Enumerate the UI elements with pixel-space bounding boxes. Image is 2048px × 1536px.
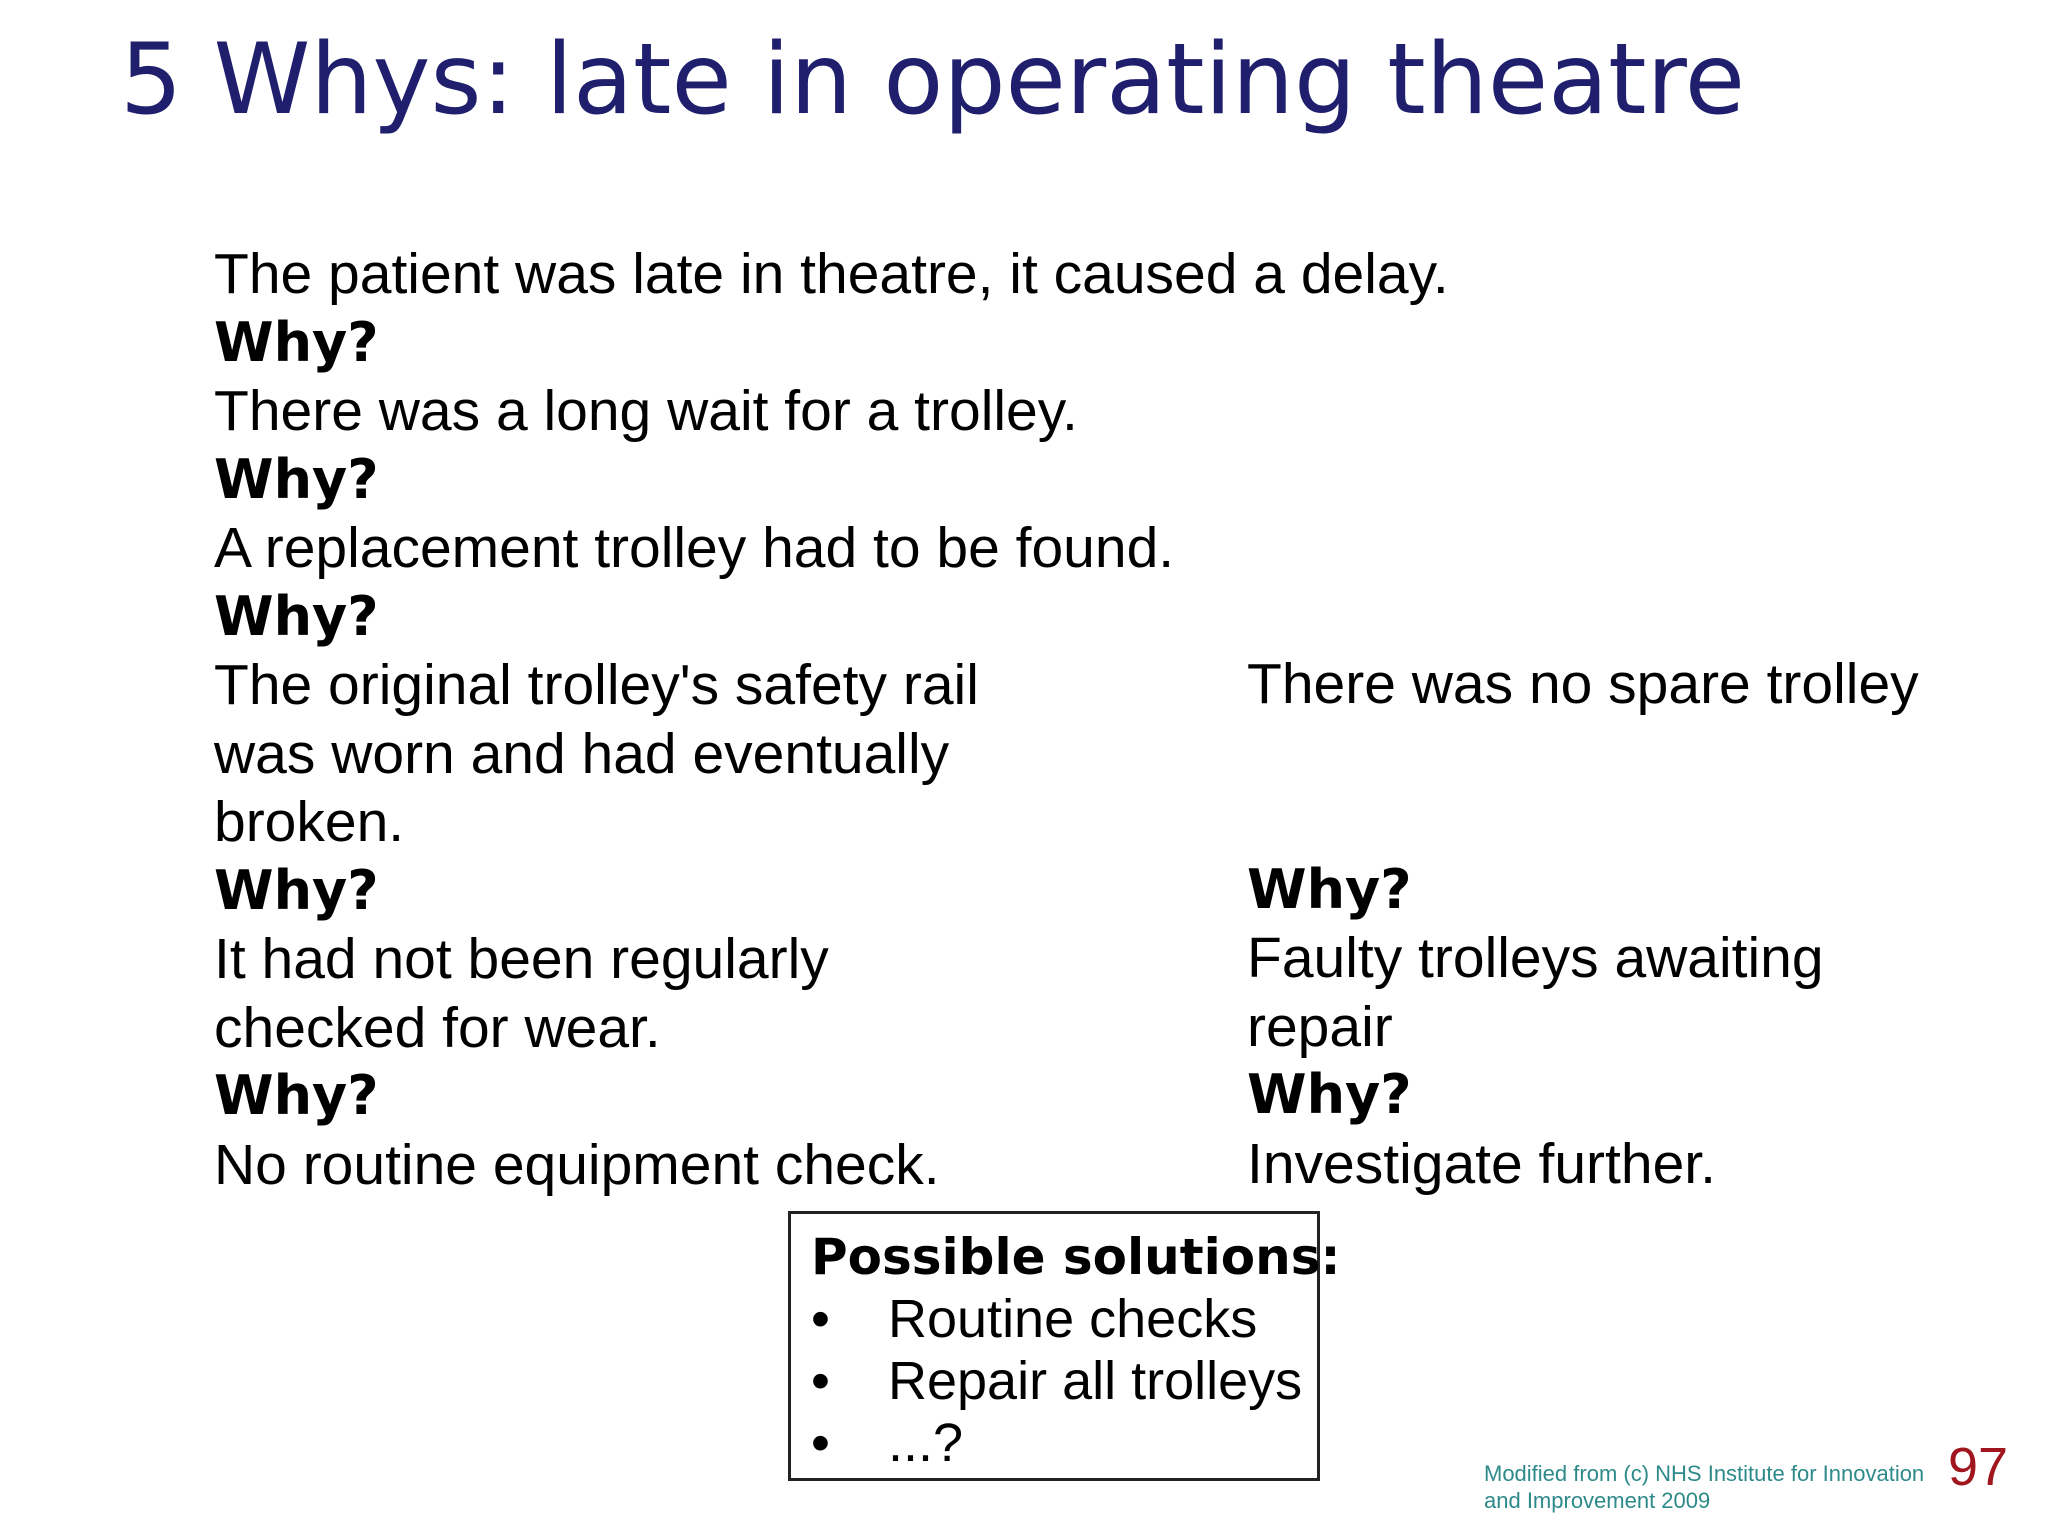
bullet-icon: • bbox=[811, 1289, 830, 1349]
footer-credit-line-2: and Improvement 2009 bbox=[1484, 1488, 1711, 1513]
bullet-icon: • bbox=[811, 1351, 830, 1411]
solution-item bbox=[811, 1350, 1317, 1412]
why-answer-line: A replacement trolley had to be found. bbox=[214, 516, 1175, 580]
why-answer-line: It had not been regularly bbox=[214, 927, 829, 991]
why-answer-line: The patient was late in theatre, it caused a delay. bbox=[214, 242, 1449, 306]
solution-item bbox=[811, 1288, 1317, 1350]
why-question: Why? bbox=[214, 858, 379, 922]
why-answer-line: The original trolley's safety rail bbox=[214, 653, 979, 717]
why-question: Why? bbox=[1247, 1063, 1412, 1126]
why-answer-line: repair bbox=[1247, 994, 1393, 1059]
why-answer-line: broken. bbox=[214, 790, 405, 854]
why-question: Why? bbox=[214, 584, 379, 648]
why-answer-line: checked for wear. bbox=[214, 995, 661, 1060]
slide-number: 97 bbox=[1948, 1437, 2009, 1497]
footer-credit-line-1: Modified from (c) NHS Institute for Innovation bbox=[1484, 1461, 1925, 1486]
why-answer-line: Investigate further. bbox=[1247, 1131, 1716, 1196]
why-answer-line: There was a long wait for a trolley. bbox=[214, 379, 1078, 443]
footer-credit bbox=[1484, 1460, 1924, 1514]
solution-text: ...? bbox=[888, 1413, 964, 1473]
solutions-list bbox=[811, 1288, 1317, 1474]
why-question: Why? bbox=[214, 447, 379, 511]
solution-text: Repair all trolleys bbox=[888, 1351, 1303, 1411]
why-answer-line: There was no spare trolley bbox=[1247, 652, 1919, 716]
solution-item bbox=[811, 1412, 1317, 1474]
why-answer-line: was worn and had eventually bbox=[214, 721, 950, 786]
slide-title: 5 Whys: late in operating theatre bbox=[120, 23, 1746, 137]
why-answer-line bbox=[1247, 719, 1919, 788]
why-answer-line bbox=[1247, 787, 1919, 856]
why-question: Why? bbox=[214, 310, 379, 374]
possible-solutions-box bbox=[788, 1211, 1341, 1481]
solution-text: Routine checks bbox=[888, 1289, 1258, 1349]
why-question: Why? bbox=[214, 1064, 379, 1127]
right-column-why-chain bbox=[1247, 650, 1919, 1198]
why-answer-line: No routine equipment check. bbox=[214, 1132, 940, 1197]
solutions-heading: Possible solutions: bbox=[811, 1228, 1341, 1286]
bullet-icon: • bbox=[811, 1413, 830, 1473]
why-answer-line: Faulty trolleys awaiting bbox=[1247, 926, 1824, 990]
why-question: Why? bbox=[1247, 857, 1412, 921]
